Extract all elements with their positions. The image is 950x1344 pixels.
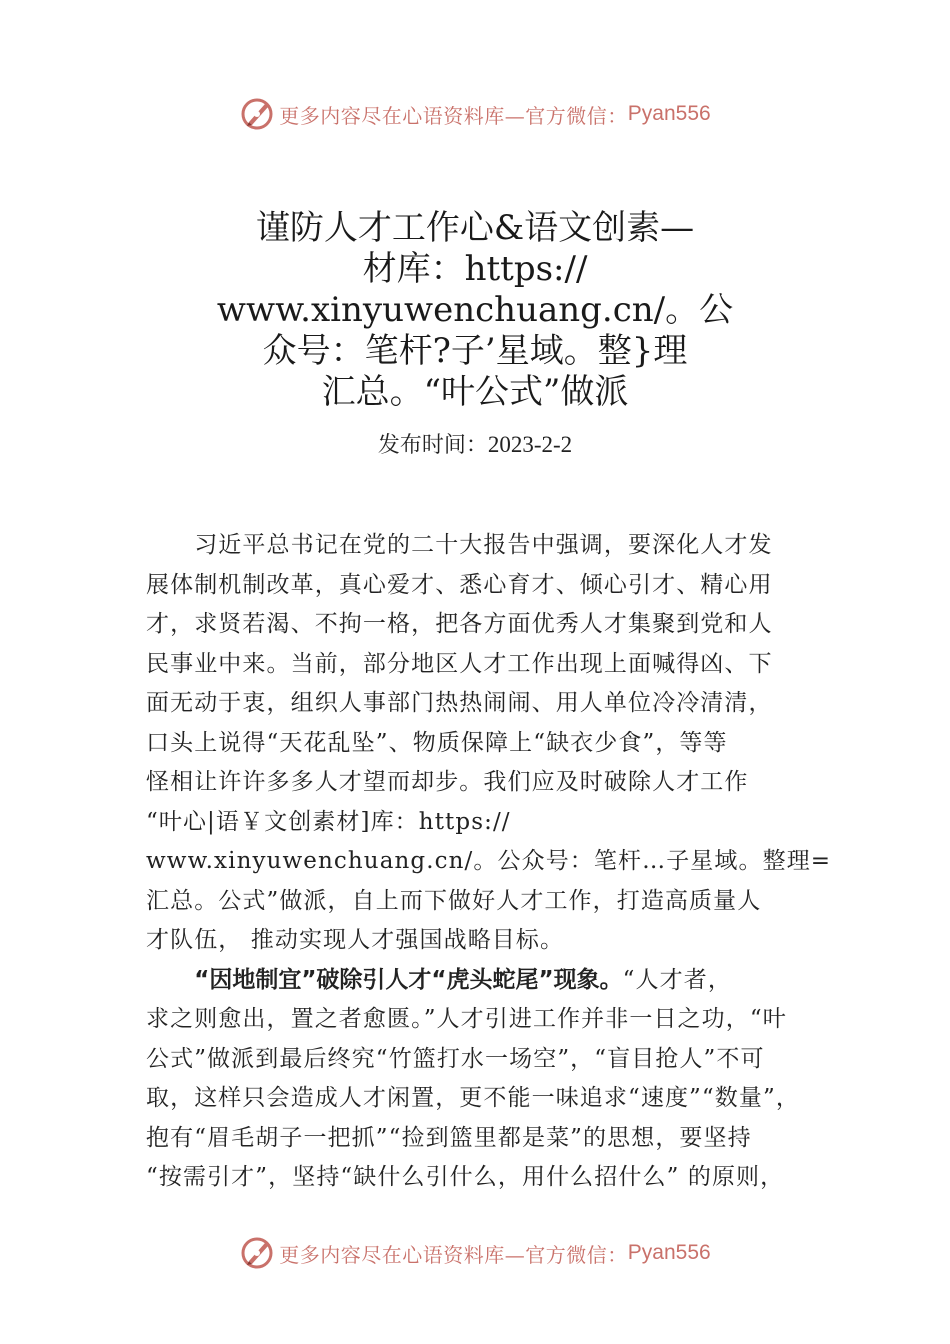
banner-text: 更多内容尽在心语资料库—官方微信： [279,1242,628,1267]
text-line: 汇总。公式”做派，自上而下做好人才工作，打造高质量人 [146,887,762,914]
publish-date [0,428,950,459]
text-line: “按需引才”，坚持“缺什么引什么，用什么招什么” 的原则， [146,1164,785,1190]
text-line: 公式”做派到最后终究“竹篮打水一场空”，“盲目抢人”不可 [146,1045,765,1072]
title-line: 汇总。“叶公式”做派 [321,372,629,412]
publish-date-label: 发布时间： [377,433,488,458]
pen-seal-icon [239,1235,275,1271]
publish-date-value: 2023-2-2 [487,432,573,457]
banner-wechat-id: Pyan556 [627,1241,711,1264]
title-line: 众号：笔杆?子’星域。整}理 [262,331,688,371]
title-line: 材库：https:// [362,249,588,289]
paragraph-indent [146,967,194,993]
text-line: www.xinyuwenchuang.cn/。公众号：笔杆…子星域。整理= [146,848,832,874]
footer-banner [0,1233,950,1273]
text-line: 怪相让许许多多人才望而却步。我们应及时破除人才工作 [146,769,749,795]
banner-text: 更多内容尽在心语资料库—官方微信： [279,103,628,128]
title-line: www.xinyuwenchuang.cn/。公 [216,290,734,330]
header-banner [0,94,950,134]
pen-seal-icon [239,96,275,132]
section-heading: “因地制宜”破除引人才“虎头蛇尾”现象。 [194,966,623,993]
document-title [200,208,750,413]
text-line: 习近平总书记在党的二十大报告中强调，要深化人才发 [146,532,773,558]
text-fragment: “人才者， [622,966,732,993]
text-line [146,961,826,1001]
text-line: 面无动于衷，组织人事部门热热闹闹、用人单位冷冷清清， [146,690,773,716]
text-line: 才，求贤若渴、不拘一格，把各方面优秀人才集聚到党和人 [146,611,773,637]
text-line: 展体制机制改革，真心爱才、悉心育才、倾心引才、精心用 [146,571,773,598]
text-line: 抱有“眉毛胡子一把抓”“捡到篮里都是菜”的思想，要坚持 [146,1124,752,1151]
banner-wechat-id: Pyan556 [627,102,711,125]
text-line: “叶心|语￥文创素材]库：https:// [146,808,511,835]
text-line: 求之则愈出，置之者愈匮。”人才引进工作并非一日之功，“叶 [146,1006,787,1032]
text-line: 民事业中来。当前，部分地区人才工作出现上面喊得凶、下 [146,650,773,677]
title-line: 谨防人才工作心&语文创素— [255,208,695,248]
text-line: 取，这样只会造成人才闲置，更不能一味追求“速度”“数量”， [146,1085,800,1111]
text-line: 口头上说得“天花乱坠”、物质保障上“缺衣少食”，等等 [146,729,728,756]
text-line: 才队伍， 推动实现人才强国战略目标。 [146,927,565,953]
article-body [146,526,832,1198]
